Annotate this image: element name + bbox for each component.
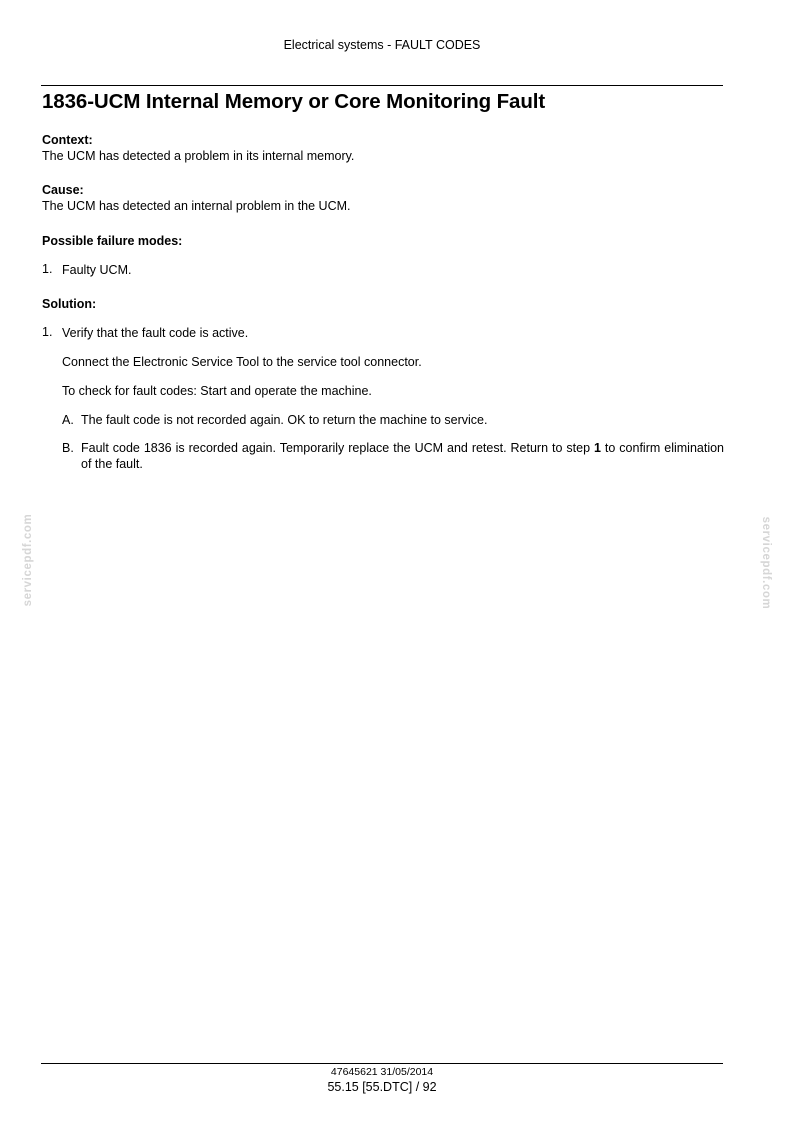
solution-step-para-1: Connect the Electronic Service Tool to the service tool connector. bbox=[62, 355, 422, 369]
watermark-right: servicepdf.com bbox=[760, 516, 772, 610]
footer-doc-id: 47645621 31/05/2014 bbox=[330, 1066, 434, 1078]
header-divider bbox=[41, 85, 723, 86]
watermark-left: servicepdf.com bbox=[22, 513, 34, 607]
solution-label: Solution: bbox=[42, 297, 97, 311]
footer-page-number: 55.15 [55.DTC] / 92 bbox=[327, 1080, 437, 1094]
sub-step-b-text bbox=[81, 440, 724, 472]
running-header: Electrical systems - FAULT CODES bbox=[283, 38, 481, 52]
cause-text: The UCM has detected an internal problem in the UCM. bbox=[42, 199, 351, 213]
sub-step-a-text: The fault code is not recorded again. OK to return the machine to service. bbox=[81, 413, 488, 427]
context-section bbox=[42, 132, 724, 164]
failure-mode-number: 1. bbox=[42, 262, 53, 276]
solution-step-para-2: To check for fault codes: Start and operate the machine. bbox=[62, 384, 372, 398]
sub-step-b-text-start: Fault code 1836 is recorded again. Temporarily replace the UCM and retest. Return to step bbox=[81, 441, 594, 455]
cause-label: Cause: bbox=[42, 183, 84, 197]
footer-divider bbox=[41, 1063, 723, 1064]
solution-section bbox=[42, 296, 724, 312]
failure-modes-section bbox=[42, 233, 724, 249]
sub-step-b-letter: B. bbox=[62, 441, 74, 455]
solution-step-text: Verify that the fault code is active. bbox=[62, 326, 249, 340]
failure-mode-text: Faulty UCM. bbox=[62, 263, 132, 277]
cause-section bbox=[42, 182, 724, 214]
sub-step-b-text-end: to confirm elimination of the fault. bbox=[81, 441, 725, 471]
solution-step-number: 1. bbox=[42, 325, 53, 339]
context-label: Context: bbox=[42, 133, 93, 147]
sub-step-a-letter: A. bbox=[62, 413, 74, 427]
page-title: 1836-UCM Internal Memory or Core Monitoring Fault bbox=[42, 90, 546, 113]
failure-modes-label: Possible failure modes: bbox=[42, 234, 183, 248]
step-reference: 1 bbox=[594, 441, 601, 455]
context-text: The UCM has detected a problem in its internal memory. bbox=[42, 149, 355, 163]
